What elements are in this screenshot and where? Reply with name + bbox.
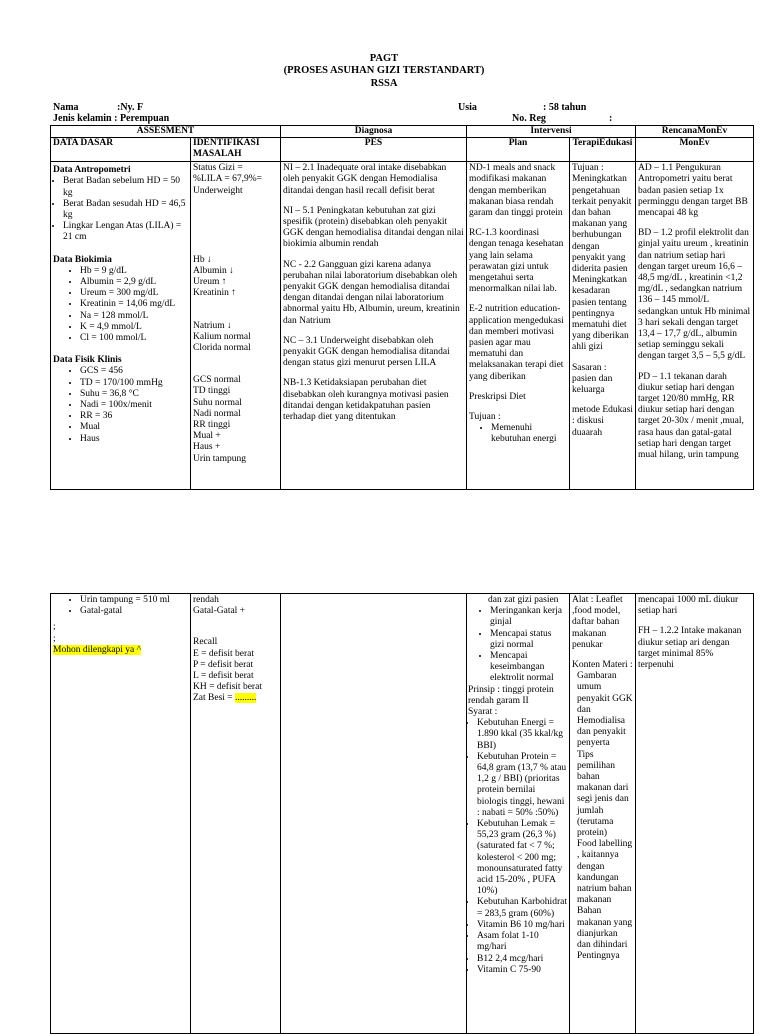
list-item: • Haus (80, 434, 188, 445)
list-item: • Mencapai keseimbangan elektrolit normal (490, 651, 567, 685)
list-item: • RR = 36 (80, 411, 188, 422)
monev-item: BD – 1.2 profil elektrolit dan ginjal yaitu ureum , kreatinin dan natrium setiap hari dengan target ureum 16,6 – 48,5 mg/dL , kreatinin <1,2 mg/dL , sedangkan natrium 136 – 145 mmol/L sedangkan untuk Hb minimal 3 hari sekali dengan target 13,4 – 17,7 g/dL, albumin setiap seminggu sekali dengan target 3,5 – 5,5 g/dL (638, 228, 751, 362)
data-dasar-cont-cell (51, 594, 191, 1034)
ident-text: Ureum ↑ (193, 277, 227, 288)
list-item: • Kreatinin = 14,06 mg/dL (80, 299, 188, 310)
antro-title: Data Antropometri (53, 165, 131, 176)
ident-text: RR tinggi (193, 420, 231, 431)
status-gizi (193, 163, 278, 197)
list-item: • Meringankan kerja ginjal (490, 606, 567, 628)
plan-item: ND-1 meals and snack modifikasi makanan dengan memberikan makanan biasa rendah garam dan tinggi protein (469, 163, 563, 219)
monev-item: PD – 1.1 tekanan darah diukur setiap hari dengan target 120/80 mmHg, RR diukur setiap hari dengan target 20-30x / menit ,mual, rasa haus dan gatal-gatal setiap hari dengan target mual hilang, urin tampung (638, 371, 744, 461)
pes-cell (281, 162, 467, 490)
plan-cont-cell (467, 594, 570, 1034)
terapi-cont-cell (570, 594, 636, 1034)
list-item: • Suhu = 36,8 °C (80, 389, 188, 400)
title-line-2: (PROSES ASUHAN GIZI TERSTANDART) (283, 65, 485, 77)
list-item: • Pentingnya (577, 951, 633, 962)
list-item: • Gambaran umum penyakit GGK dan Hemodialisa dan penyakit penyerta (577, 671, 633, 749)
list-item: • Nadi = 100x/menit (80, 400, 188, 411)
pes-item: NB-1.3 Ketidaksiapan perubahan diet disebabkan oleh kurangnya motivasi pasien ditandai dengan ketidakpatuhan pasien terhadap diet yang ditentukan (283, 378, 449, 423)
ident-text: Status Gizi = (193, 163, 243, 174)
ident-bio (193, 255, 278, 300)
jenis-kelamin: Jenis kelamin : Perempuan (53, 113, 170, 124)
plan-header: Plan (467, 138, 570, 162)
diagnosa-header: Diagnosa (281, 126, 467, 138)
usia-value: : 58 tahun (543, 102, 587, 113)
ident-text: Urin tampung (193, 453, 247, 464)
ident-text: Natrium ↓ (193, 320, 232, 331)
mohon-note: Mohon dilengkapi ya ^ (53, 644, 142, 655)
terapi-item: Tujuan : Meningkatkan pengetahuan terkait penyakit dan bahan makanan yang berhubungan dengan penyakit yang diderita pasien Meningkatkan kesadaran pasien tentang pentingnya mematuhi diet yang diberikan ahli gizi (572, 163, 632, 353)
recall-item: KH = defisit berat (193, 682, 262, 693)
list-item: • Berat Badan sebelum HD = 50 kg (63, 176, 188, 198)
ident-text: Suhu normal (193, 397, 242, 408)
ident-text: rendah (193, 595, 219, 605)
list-item: • Tips pemilihan bahan makanan dari segi jenis dan jumlah (terutama protein) (577, 750, 633, 840)
plan-cell (467, 162, 570, 490)
pes-item: NC - 2.2 Gangguan gizi karena adanya perubahan nilai laboratorium disebabkan oleh penyakit GGK dengan hemodialisa ditandai dengan ditandai dengan nilai laboratorium abnormal yaitu Hb, Albumin, ureum, kreatinin dan Natrium (283, 259, 460, 326)
plan-item: Preskripsi Diet (469, 391, 526, 402)
pes-item: NC – 3.1 Underweight disebabkan oleh penyakit GGK dengan hemodialisa ditandai dengan status gizi menurut persen LILA (283, 335, 450, 369)
list-item: • Kebutuhan Protein = 64,8 gram (13,7 % atau 1,2 g / BBI) (prioritas protein bernilai biologis tinggi, hewani : nabati = 50% :50%) (477, 752, 567, 819)
plan-item: E-2 nutrition education- application mengedukasi dan memberi motivasi pasien agar mau mematuhi dan melaksanakan terapi diet yang diberikan (469, 304, 564, 382)
list-item: • Hb = 9 g/dL (80, 266, 188, 277)
zat-besi-value: ......... (235, 693, 257, 704)
list-item: • Ureum = 300 mg/dL (80, 288, 188, 299)
list-item: • TD = 170/100 mmHg (80, 378, 188, 389)
antro-list (53, 176, 188, 243)
list-item: • Kebutuhan Karbohidrat = 283,5 gram (60%) (477, 897, 567, 919)
title-line-1: PAGT (369, 53, 399, 64)
intervensi-header: Intervensi (467, 126, 636, 138)
list-item: • Mencapai status gizi normal (490, 629, 567, 651)
bio-title: Data Biokimia (53, 254, 112, 265)
assessment-header: ASSESMENT (51, 126, 281, 138)
ident-text: Gatal-Gatal + (193, 606, 246, 617)
tujuan-list (469, 423, 567, 445)
pes-cont-cell (281, 594, 467, 1034)
nama-value: :Ny. F (117, 102, 144, 113)
nama-label: Nama (53, 102, 79, 113)
bio-list (53, 266, 188, 344)
ident-text: Kreatinin ↑ (193, 288, 237, 299)
list-item: • GCS = 456 (80, 366, 188, 377)
recall-item: E = defisit berat (193, 648, 255, 659)
list-item: • Albumin = 2,9 g/dL (80, 277, 188, 288)
fisik-list (53, 366, 188, 444)
ident-text: Mual + (193, 431, 221, 442)
zat-besi (193, 693, 278, 704)
terapi-cell (570, 162, 636, 490)
syarat: Syarat : (468, 707, 498, 718)
doc-header (0, 53, 768, 90)
terapi-header: TerapiEdukasi (570, 138, 636, 162)
monev-cont-cell (636, 594, 754, 1034)
list-item: • Kebutuhan Lemak = 55,23 gram (26,3 %) (saturated fat < 7 %; kolesterol < 200 mg; monounsaturated fatty acid 15-20% , PUFA 10%) (477, 819, 567, 897)
pagt-table-1 (50, 125, 754, 490)
list-item: • Gatal-gatal (80, 606, 188, 617)
list-item: • Cl = 100 mmol/L (80, 333, 188, 344)
title-line-3: RSSA (370, 77, 398, 89)
monev-item: mencapai 1000 mL diukur setiap hari (638, 595, 739, 617)
recall-item: P = defisit berat (193, 659, 254, 670)
konten-list (572, 671, 633, 962)
prinsip: Prinsip : tinggi protein rendah garam II (468, 684, 554, 706)
list-item: • Berat Badan sesudah HD = 46,5 kg (63, 199, 188, 221)
zat-besi-label: Zat Besi = (193, 693, 236, 704)
ident-elec (193, 321, 278, 355)
list-item: • Urin tampung = 510 ml (80, 595, 188, 606)
list-item: • Vitamin C 75-90 (477, 965, 567, 976)
usia-label: Usia (458, 102, 477, 113)
list-item: • B12 2,4 mcg/hari (477, 954, 567, 965)
list-item: • Food labelling , kaitannya dengan kandungan natrium bahan makanan (577, 839, 633, 906)
fisik-title: Data Fisik Klinis (53, 355, 122, 366)
ident-text: Haus + (193, 442, 221, 453)
ident-text: %LILA = 67,9%= (193, 174, 263, 185)
identifikasi-cont-cell (191, 594, 281, 1034)
tujuan-label: Tujuan : (469, 412, 501, 423)
list-item: • Mual (80, 422, 188, 433)
syarat-list (468, 718, 567, 976)
plan-goals-list (468, 606, 567, 684)
ident-text: Nadi normal (193, 408, 241, 419)
ident-fisik (193, 375, 278, 465)
semicolon: ; (53, 622, 56, 633)
monev-cell (636, 162, 754, 490)
list-item: • Bahan makanan yang dianjurkan dan dihindari (577, 906, 633, 951)
plan-top: dan zat gizi pasien (488, 595, 559, 605)
ident-text: GCS normal (193, 375, 241, 386)
alat: Alat : Leaflet ,food model, daftar bahan makanan penukar (572, 595, 623, 650)
list-item: • Lingkar Lengan Atas (LILA) = 21 cm (63, 221, 188, 243)
recall-item: L = defisit berat (193, 671, 254, 682)
pes-item: NI – 2.1 Inadequate oral intake disebabkan oleh penyakit GGK dengan Hemodialisa ditandai dengan hasil recall defisit berat (283, 163, 447, 196)
terapi-item: metode Edukasi : diskusi duaarah (572, 405, 633, 438)
pagt-table-2 (50, 593, 754, 1034)
list-item: • K = 4,9 mmol/L (80, 322, 188, 333)
recall-title: Recall (193, 637, 218, 648)
list-item: • Asam folat 1-10 mg/hari (477, 931, 567, 953)
monev-header: MonEv (636, 138, 754, 162)
ident-text: Hb ↓ (193, 254, 212, 265)
ident-text: Clorida normal (193, 343, 251, 354)
list-item: • Na = 128 mmol/L (80, 311, 188, 322)
list-item: • Vitamin B6 10 mg/hari (477, 920, 567, 931)
monev-item: AD – 1.1 Pengukuran Antropometri yaitu berat badan pasien setiap 1x perminggu dengan target BB mencapai 48 kg (638, 163, 748, 219)
plan-item: RC-1.3 koordinasi dengan tenaga kesehatan yang lain selama perawatan gizi untuk mengetahui serta menormalkan nilai lab. (469, 228, 564, 295)
dd-cont-list (53, 595, 188, 617)
semicolon: ; (53, 633, 56, 644)
terapi-item: Sasaran : pasien dan keluarga (572, 362, 613, 396)
rencana-header: RencanaMonEv (636, 126, 754, 138)
ident-text: Kalium normal (193, 331, 251, 342)
pes-item: NI – 5.1 Peningkatan kebutuhan zat gizi spesifik (protein) disebabkan oleh penyakit GGK dengan hemodialisa ditandai dengan nilai biokimia albumin rendah (283, 205, 464, 250)
pes-header: PES (281, 138, 467, 162)
noreg-label: No. Reg (512, 113, 546, 124)
ident-text: Albumin ↓ (193, 266, 234, 277)
data-dasar-header: DATA DASAR (51, 138, 191, 162)
list-item: • Kebutuhan Energi = 1.890 kkal (35 kkal/kg BBI) (477, 718, 567, 752)
noreg-value: : (609, 113, 613, 124)
ident-text: TD tinggi (193, 386, 231, 397)
monev-item: FH – 1.2.2 Intake makanan diukur setiap ari dengan target minimal 85% terpenuhi (638, 626, 742, 671)
konten-title: Konten Materi : (572, 660, 633, 671)
identifikasi-header: IDENTIFIKASI MASALAH (191, 138, 281, 162)
list-item: • Memenuhi kebutuhan energi (491, 423, 567, 445)
identifikasi-cell (191, 162, 281, 490)
ident-text: Underweight (193, 185, 243, 196)
data-dasar-cell (51, 162, 191, 490)
